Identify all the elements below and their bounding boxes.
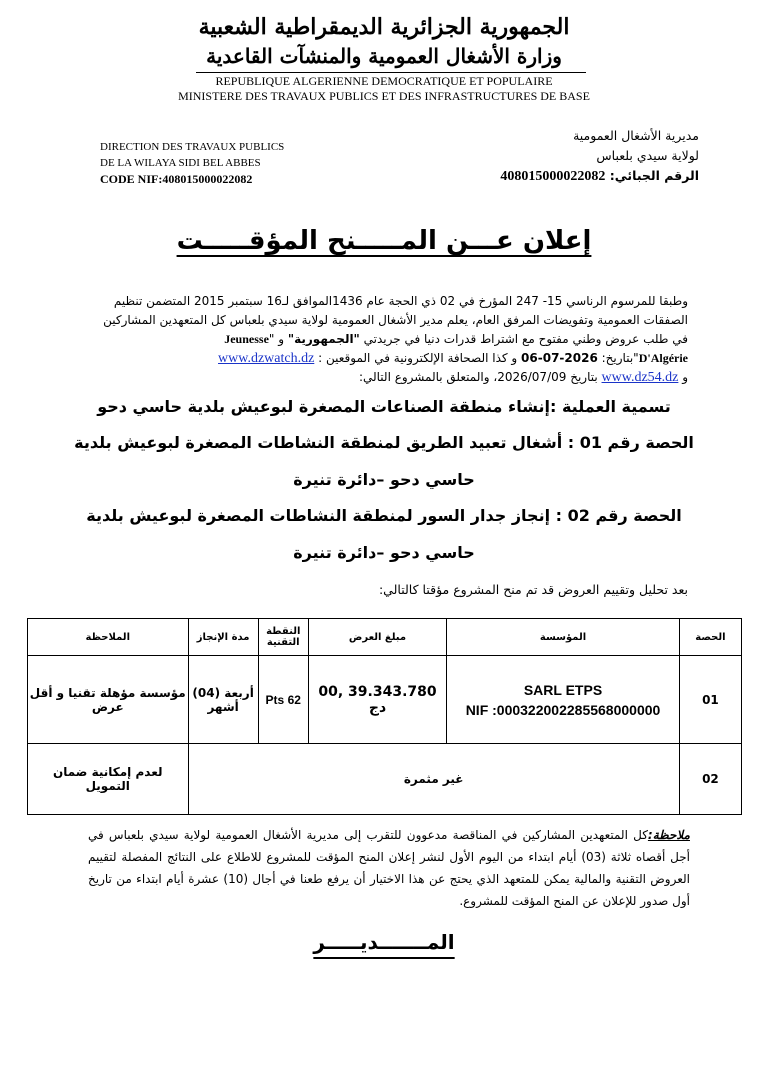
header-french-republic: REPUBLIQUE ALGERIENNE DEMOCRATIQUE ET POPULAIRE xyxy=(215,74,553,88)
header-company: المؤسسة xyxy=(447,619,680,656)
note-label: ملاحظة: xyxy=(647,828,690,842)
header-divider xyxy=(196,72,586,73)
header-french-ministry: MINISTERE DES TRAVAUX PUBLICS ET DES INFRASTRUCTURES DE BASE xyxy=(178,89,590,103)
intro-line2: الصفقات العمومية وتفويضات المرفق العام، يعلم مدير الأشغال العمومية لولاية سيدي بلعباس كل المتعهدين المشاركين xyxy=(103,313,688,327)
row2-remarks: لعدم إمكانية ضمان التمويل xyxy=(28,744,189,815)
header-arabic-republic: الجمهورية الجزائرية الديمقراطية الشعبية xyxy=(198,14,570,40)
document-title-text: إعلان عـــن المـــــنح المؤقـــــت xyxy=(176,226,592,256)
intro-paragraph xyxy=(90,292,688,387)
row1-company-nif: NIF :000322002285568000000 xyxy=(465,701,661,718)
row1-company xyxy=(447,656,680,744)
row2-status: غير مثمرة xyxy=(188,744,679,815)
intro-line3-a: في طلب عروض وطني مفتوح مع اشتراط قدرات دنيا في جريدتي xyxy=(359,332,688,346)
intro-line3-c: و " xyxy=(268,332,288,346)
link-dz54[interactable]: www.dz54.dz xyxy=(601,370,679,385)
newspaper-dalgerie: D'Algérie xyxy=(638,351,688,365)
issuer-arabic-line2: لولاية سيدي بلعباس xyxy=(596,148,699,163)
issuer-arabic-line1: مديرية الأشغال العمومية xyxy=(573,128,699,143)
header-score: النقطة التقنية xyxy=(258,619,308,656)
row1-lot: 01 xyxy=(679,656,741,744)
link-dzwatch[interactable]: www.dzwatch.dz xyxy=(218,351,315,366)
row2-lot: 02 xyxy=(679,744,741,815)
issuer-arabic-block xyxy=(500,126,699,187)
nif-value: 408015000022082 xyxy=(500,169,606,184)
intro-line4-b: "بتاريخ: xyxy=(597,351,639,365)
issuer-french-line2: DE LA WILAYA SIDI BEL ABBES xyxy=(100,157,261,169)
operation-name: تسمية العملية :إنشاء منطقة الصناعات المصغرة لبوعيش بلدية حاسي دحو xyxy=(97,397,671,416)
note-text: كل المتعهدين المشاركين في المناقصة مدعوون للتقرب إلى مديرية الأشغال العمومية لولاية سيدي بلعباس في أجل أقصاه ثلاثة (03) أيام ابتداء من اليوم الأول لنشر إعلان المنح المؤقت للمشروع للاطلاع على النتائج المفصلة لتقييم العروض التقنية والمالية يمكن للمتعهد الذي يحتج عن هذا الاختيار أن يرفع طعنا في أجال (10) عشرة أيام ابتداء من تاريخ أول صدور للإعلان عن المنح المؤقت للمشروع. xyxy=(88,828,691,908)
lot1-description-line2: حاسي دحو –دائرة تنيرة xyxy=(293,470,475,489)
intro-line4 xyxy=(90,349,688,368)
intro-line3 xyxy=(90,330,688,349)
row1-remarks: مؤسسة مؤهلة تقنيا و أقل عرض xyxy=(28,656,189,744)
evaluation-sentence: بعد تحليل وتقييم العروض قد تم منح المشروع مؤقتا كالتالي: xyxy=(378,582,688,597)
intro-line5-b: بتاريخ 2026/07/09، والمتعلق بالمشروع التالي: xyxy=(358,370,602,384)
intro-line5 xyxy=(90,368,688,387)
lot2-description-line2: حاسي دحو –دائرة تنيرة xyxy=(293,543,475,562)
intro-line5-a: و xyxy=(678,370,688,384)
header-duration: مدة الإنجاز xyxy=(188,619,258,656)
newspaper-jeunesse: Jeunesse xyxy=(224,332,269,346)
issuer-french-nif: CODE NIF:408015000022082 xyxy=(100,172,253,186)
newspaper-joumhouria: "الجمهورية" xyxy=(287,332,360,346)
document-title xyxy=(0,226,768,256)
intro-line1: وطبقا للمرسوم الرناسي 15- 247 المؤرخ في 02 ذي الحجة عام 1436الموافق لـ16 سبتمبر 2015 المتضمن تنظيم xyxy=(113,294,688,308)
issuer-french-line1: DIRECTION DES TRAVAUX PUBLICS xyxy=(100,141,285,153)
nif-label: الرقم الجبائي: xyxy=(609,168,699,183)
lot1-description-line1: الحصة رقم 01 : أشغال تعبيد الطريق لمنطقة النشاطات المصغرة لبوعيش بلدية xyxy=(74,433,694,452)
intro-line4-d: و كذا الصحافة الإلكترونية في الموقعين : xyxy=(314,351,522,365)
signature-text: المـــــــديـــــر xyxy=(313,930,455,954)
header-arabic-ministry: وزارة الأشغال العمومية والمنشآت القاعدية xyxy=(206,44,562,68)
lot2-description-line1: الحصة رقم 02 : إنجاز جدار السور لمنطقة النشاطات المصغرة لبوعيش بلدية xyxy=(86,506,682,525)
row1-duration: أربعة (04) أشهر xyxy=(188,656,258,744)
header-lot: الحصة xyxy=(679,619,741,656)
publication-date: 2026-07-06 xyxy=(521,351,598,365)
table-row xyxy=(28,656,742,744)
table-row xyxy=(28,744,742,815)
row1-score: 62 Pts xyxy=(258,656,308,744)
row1-company-name: SARL ETPS xyxy=(523,681,603,698)
header-amount: مبلغ العرض xyxy=(308,619,446,656)
issuer-french-block xyxy=(100,139,284,187)
issuer-arabic-nif xyxy=(500,166,699,187)
table-header-row xyxy=(28,619,742,656)
row1-amount: 39.343.780 ,00 دج xyxy=(308,656,446,744)
signature-director xyxy=(0,930,768,954)
header-remarks: الملاحظة xyxy=(28,619,189,656)
results-table xyxy=(27,618,742,815)
note-paragraph xyxy=(88,824,690,912)
